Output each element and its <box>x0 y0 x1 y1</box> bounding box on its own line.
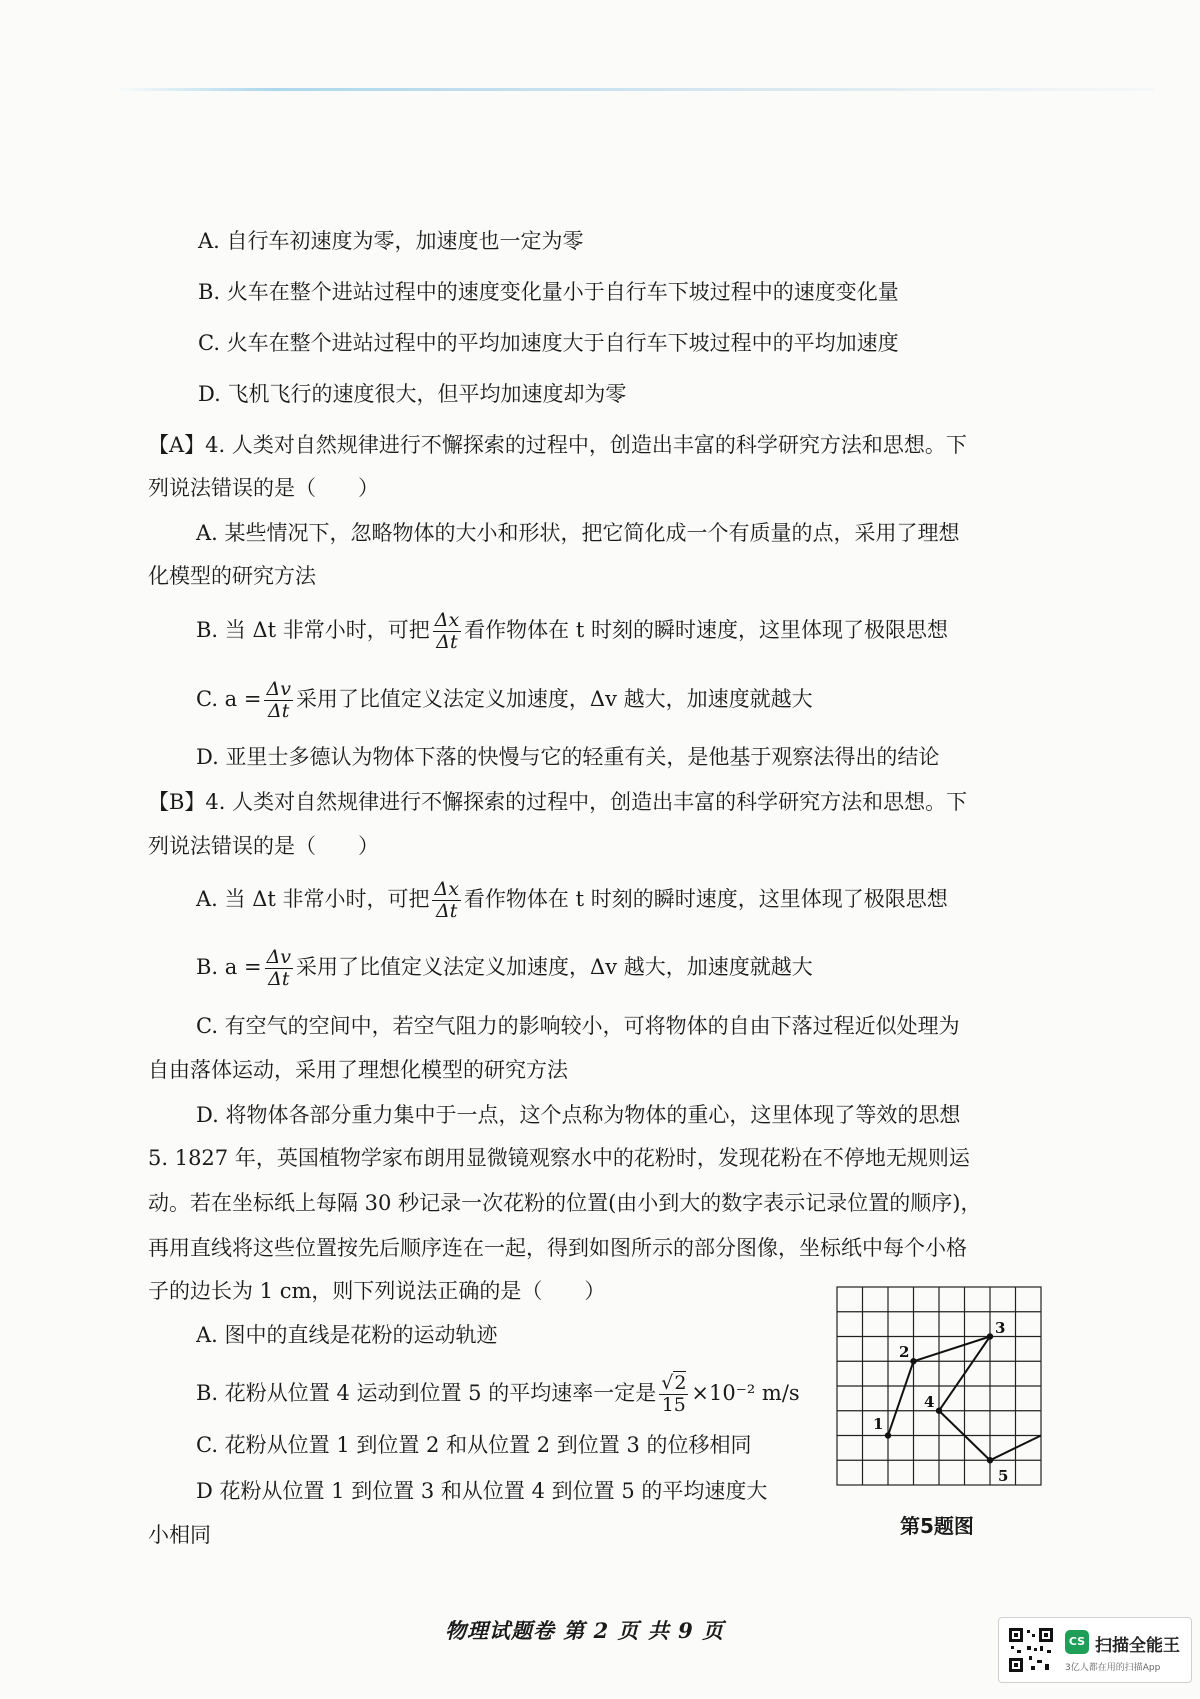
q4b-option-a-pre: A. 当 Δt 非常小时，可把 <box>196 887 430 911</box>
q3-option-c: C. 火车在整个进站过程中的平均加速度大于自行车下坡过程中的平均加速度 <box>198 331 899 355</box>
badge-title: 扫描全能王 <box>1095 1636 1180 1656</box>
sqrt2-radicand: 2 <box>674 1372 687 1394</box>
q4a-option-c <box>196 679 813 722</box>
q4a-option-c-pre: C. a = <box>196 687 262 711</box>
q4b-option-d: D. 将物体各部分重力集中于一点，这个点称为物体的重心，这里体现了等效的思想 <box>196 1103 961 1127</box>
q4a-option-b <box>196 610 948 653</box>
point-label-3: 3 <box>995 1319 1006 1337</box>
grid-lines <box>837 1287 1041 1485</box>
q5-option-b-post: ×10⁻² m/s <box>691 1381 800 1405</box>
point-label-1: 1 <box>873 1415 884 1433</box>
q4a-option-a-line2: 化模型的研究方法 <box>148 564 316 588</box>
q5-stem-line2: 动。若在坐标纸上每隔 30 秒记录一次花粉的位置(由小到大的数字表示记录位置的顺序)， <box>148 1191 982 1215</box>
q4a-option-c-post: 采用了比值定义法定义加速度，Δv 越大，加速度就越大 <box>295 687 813 711</box>
q4a-option-d: D. 亚里士多德认为物体下落的快慢与它的轻重有关，是他基于观察法得出的结论 <box>196 745 940 769</box>
q4b-stem-line1: 【B】4. 人类对自然规律进行不懈探索的过程中，创造出丰富的科学研究方法和思想。下 <box>148 790 968 814</box>
sqrt2-over-15-fraction: $\frac{√2}{15}$ <box>661 1372 687 1416</box>
q3-option-d: D. 飞机飞行的速度很大，但平均加速度却为零 <box>198 382 627 406</box>
q4a-option-b-post: 看作物体在 t 时刻的瞬时速度，这里体现了极限思想 <box>464 618 948 642</box>
q5-option-d-line2: 小相同 <box>148 1523 211 1547</box>
q4b-option-c-line1: C. 有空气的空间中，若空气阻力的影响较小，可将物体的自由下落过程近似处理为 <box>196 1014 960 1038</box>
q4b-option-b-post: 采用了比值定义法定义加速度，Δv 越大，加速度就越大 <box>296 955 813 979</box>
scanner-watermark-badge <box>998 1617 1192 1683</box>
q4b-option-c-line2: 自由落体运动，采用了理想化模型的研究方法 <box>148 1058 568 1082</box>
q4b-stem-line2: 列说法错误的是（ ） <box>148 834 379 858</box>
header-rule <box>115 88 1155 91</box>
q4a-option-a-line1: A. 某些情况下，忽略物体的大小和形状，把它简化成一个有质量的点，采用了理想 <box>196 521 960 545</box>
q5-stem-line3: 再用直线将这些位置按先后顺序连在一起，得到如图所示的部分图像，坐标纸中每个小格 <box>148 1236 967 1260</box>
position-3-dot <box>987 1333 993 1339</box>
q4b-option-b <box>196 947 813 990</box>
point-label-5: 5 <box>998 1467 1009 1485</box>
figure-caption: 第5题图 <box>900 1514 974 1538</box>
q5-option-b-pre: B. 花粉从位置 4 运动到位置 5 的平均速率一定是 <box>196 1381 657 1405</box>
position-2-dot <box>910 1358 916 1364</box>
q5-grid-figure <box>835 1285 1045 1490</box>
page-footer: 物理试题卷 第 2 页 共 9 页 <box>445 1618 725 1643</box>
q4b-option-a-post: 看作物体在 t 时刻的瞬时速度，这里体现了极限思想 <box>463 887 948 911</box>
q5-option-d-line1: D 花粉从位置 1 到位置 3 和从位置 4 到位置 5 的平均速度大 <box>196 1479 768 1503</box>
position-4-dot <box>936 1408 942 1414</box>
q5-option-b <box>196 1373 800 1416</box>
q5-option-a: A. 图中的直线是花粉的运动轨迹 <box>196 1323 498 1347</box>
q4a-option-b-pre: B. 当 Δt 非常小时，可把 <box>196 618 430 642</box>
q4a-stem-line1: 【A】4. 人类对自然规律进行不懈探索的过程中，创造出丰富的科学研究方法和思想。下 <box>148 433 967 457</box>
point-label-2: 2 <box>899 1343 910 1361</box>
q3-option-a: A. 自行车初速度为零，加速度也一定为零 <box>198 229 584 253</box>
dv-dt-fraction: $\frac{\Delta v}{\Delta t}$ <box>266 946 292 990</box>
point-label-4: 4 <box>924 1393 935 1411</box>
badge-subtitle: 3亿人都在用的扫描App <box>1065 1663 1161 1673</box>
q3-option-b: B. 火车在整个进站过程中的速度变化量小于自行车下坡过程中的速度变化量 <box>198 280 899 304</box>
camscanner-logo-icon: CS <box>1065 1630 1089 1654</box>
q5-option-c: C. 花粉从位置 1 到位置 2 和从位置 2 到位置 3 的位移相同 <box>196 1433 752 1457</box>
position-5-dot <box>987 1457 993 1463</box>
position-1-dot <box>885 1432 891 1438</box>
q4b-option-a <box>196 879 948 922</box>
q5-stem-line4: 子的边长为 1 cm，则下列说法正确的是（ ） <box>148 1279 606 1303</box>
q4a-stem-line2: 列说法错误的是（ ） <box>148 476 379 500</box>
dx-dt-fraction: $\frac{\Delta x}{\Delta t}$ <box>434 878 459 922</box>
dx-dt-fraction: $\frac{\Delta x}{\Delta t}$ <box>434 609 460 653</box>
dv-dt-fraction: $\frac{\Delta v}{\Delta t}$ <box>266 678 291 722</box>
q4b-option-b-pre: B. a = <box>196 955 262 979</box>
qr-code-icon <box>1007 1626 1055 1674</box>
q5-stem-line1: 5. 1827 年，英国植物学家布朗用显微镜观察水中的花粉时，发现花粉在不停地无规则运 <box>148 1146 970 1170</box>
